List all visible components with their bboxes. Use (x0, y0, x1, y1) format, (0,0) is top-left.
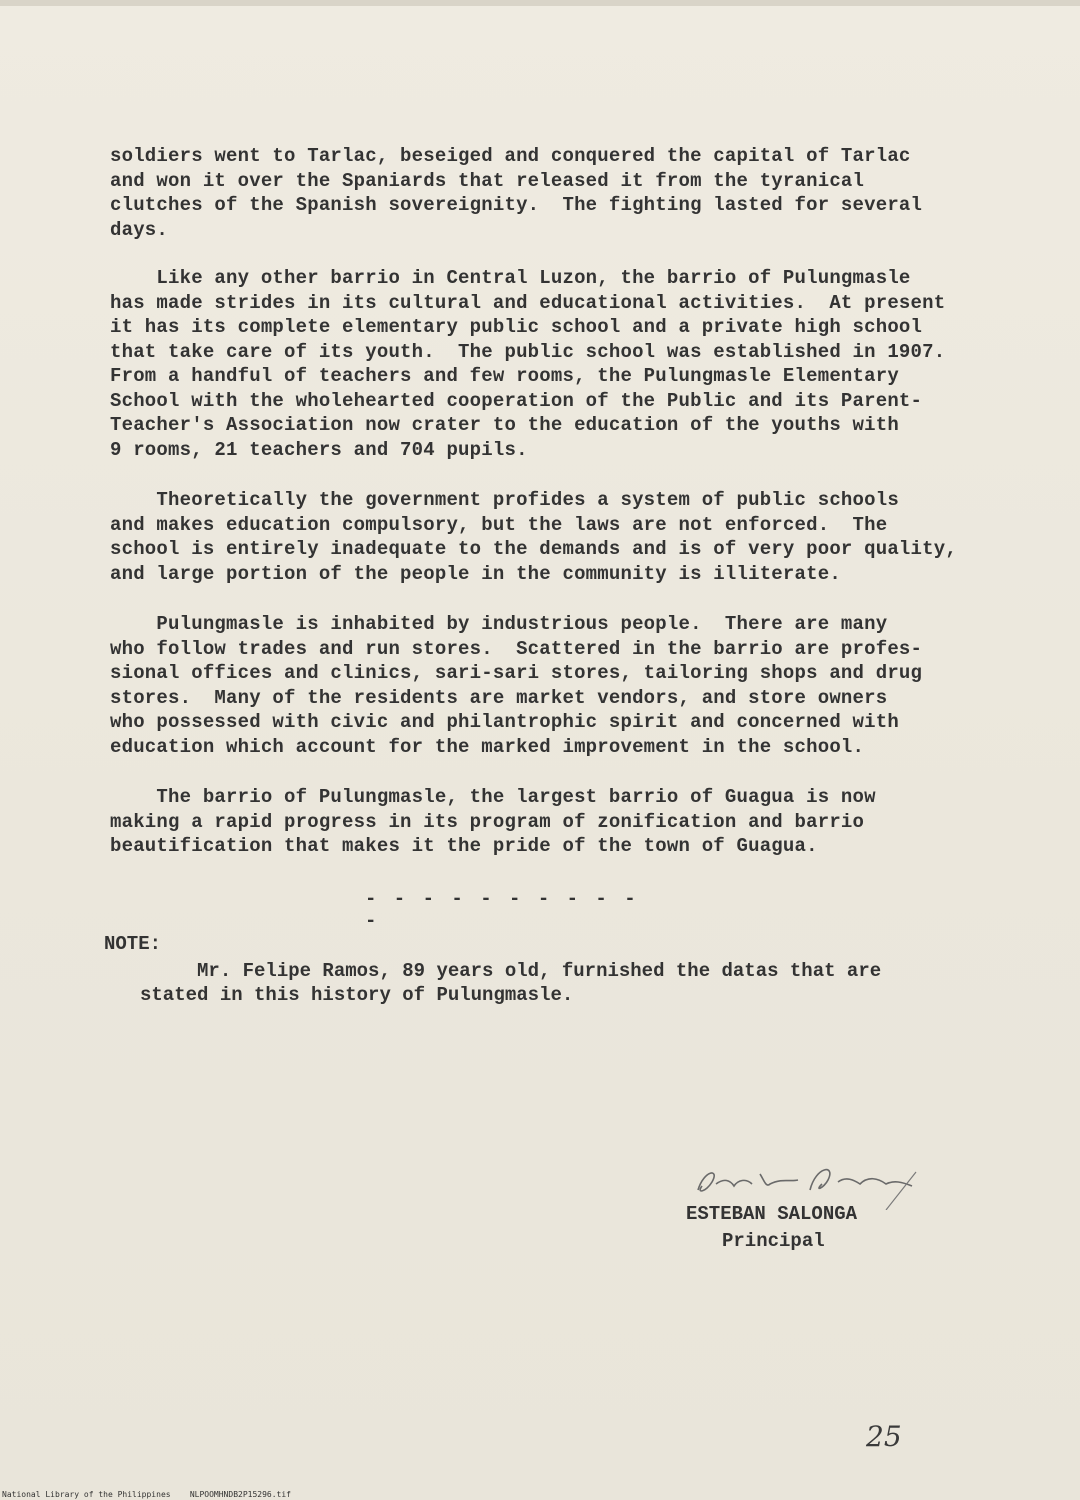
handwritten-page-number: 25 (866, 1420, 902, 1453)
text-line: and makes education compulsory, but the laws are not enforced. The (110, 513, 888, 536)
text-line: 9 rooms, 21 teachers and 704 pupils. (110, 438, 528, 461)
section-separator: - - - - - - - - - - - (365, 888, 639, 932)
text-line: The barrio of Pulungmasle, the largest barrio of Guagua is now (110, 786, 876, 808)
text-line: sional offices and clinics, sari-sari stores, tailoring shops and drug (110, 662, 923, 684)
note-label: NOTE: (104, 933, 162, 955)
text-line: and large portion of the people in the community is illiterate. (110, 562, 841, 585)
signatory-name: ESTEBAN SALONGA (686, 1203, 858, 1225)
text-line: Like any other barrio in Central Luzon, the barrio of Pulungmasle (110, 267, 911, 289)
page-top-edge (0, 0, 1080, 6)
text-line: stores. Many of the residents are market vendors, and store owners (110, 686, 888, 709)
paragraph-1 (110, 144, 1010, 242)
signatory-title: Principal (722, 1230, 825, 1252)
handwritten-signature (690, 1150, 930, 1210)
paragraph-4 (110, 612, 1010, 759)
text-line: Pulungmasle is inhabited by industrious people. There are many (110, 613, 888, 635)
paragraph-2 (110, 266, 1010, 462)
text-line: and won it over the Spaniards that released it from the tyranical (110, 169, 865, 192)
paragraph-5 (110, 785, 1010, 859)
text-line: who possessed with civic and philantrophic spirit and concerned with (110, 711, 899, 733)
text-line: Theoretically the government profides a system of public schools (110, 489, 899, 511)
text-line: education which account for the marked improvement in the school. (110, 735, 865, 758)
text-line: soldiers went to Tarlac, beseiged and conquered the capital of Tarlac (110, 145, 911, 167)
text-line: that take care of its youth. The public school was established in 1907. (110, 340, 946, 363)
text-line: who follow trades and run stores. Scattered in the barrio are profes- (110, 637, 923, 660)
note-line: Mr. Felipe Ramos, 89 years old, furnished the datas that are (140, 960, 882, 982)
text-line: Teacher's Association now crater to the education of the youths with (110, 414, 899, 436)
text-line: School with the wholehearted cooperation of the Public and its Parent- (110, 389, 923, 412)
note-body (140, 959, 990, 1007)
text-line: beautification that makes it the pride of the town of Guagua. (110, 835, 818, 857)
text-line: making a rapid progress in its program of zonification and barrio (110, 810, 865, 833)
archive-footer: National Library of the Philippines NLPOOMHNDB2P15296.tif (2, 1490, 291, 1499)
text-line: has made strides in its cultural and educational activities. At present (110, 291, 946, 314)
text-line: it has its complete elementary public school and a private high school (110, 316, 923, 338)
text-line: days. (110, 218, 169, 241)
text-line: school is entirely inadequate to the demands and is of very poor quality, (110, 538, 957, 560)
note-line: stated in this history of Pulungmasle. (140, 984, 574, 1006)
text-line: From a handful of teachers and few rooms, the Pulungmasle Elementary (110, 365, 899, 387)
paragraph-3 (110, 488, 1010, 586)
text-line: clutches of the Spanish sovereignity. The fighting lasted for several (110, 194, 923, 216)
